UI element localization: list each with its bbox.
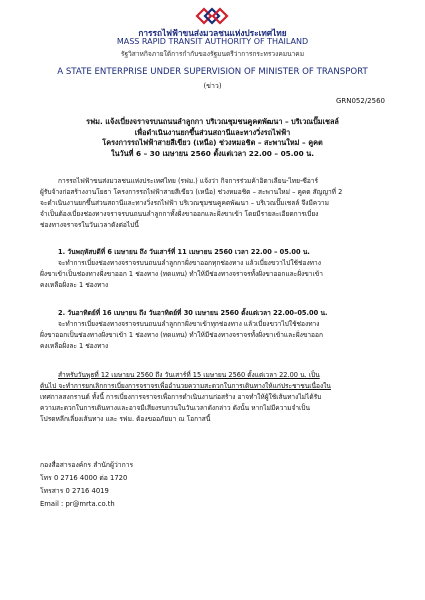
item-1-line: จะทำการเบี่ยงช่องทางจราจรบนถนนลำลูกกาฝั่งขาออกทุกช่องทาง แล้วเบี่ยงขวาไปใช้ช่องทาง — [58, 258, 321, 267]
news-label: (ข่าว) — [203, 82, 222, 90]
org-name-english: MASS RAPID TRANSIT AUTHORITY OF THAILAND — [116, 37, 309, 46]
item-2-line: คงเหลือฝั่งละ 1 ช่องทาง — [40, 341, 109, 350]
intro-paragraph — [40, 176, 385, 231]
item-2-line: จะทำการเบี่ยงช่องทางจราจรบนถนนลำลูกกาฝั่งขาเข้าทุกช่องทาง แล้วเบี่ยงขวาไปใช้ช่องทาง — [58, 319, 320, 328]
item-2-heading: 2. วันอาทิตย์ที่ 16 เมษายน ถึง วันอาทิตย์ที่ 30 เมษายน 2560 ตั้งแต่เวลา 22.00–05.00 น. — [58, 309, 328, 317]
intro-line: จะดำเนินงานยกขึ้นส่วนสถานีและทางวิ่งรถไฟฟ้า บริเวณชุมชนคูคตพัฒนา – บริเวณปั๊มเชลล์ จึงมีความ — [40, 198, 329, 207]
contact-block — [40, 459, 133, 511]
contact-fax: โทรสาร 0 2716 4019 — [40, 487, 109, 495]
title-line: เพื่อดำเนินงานยกขึ้นส่วนสถานีและทางวิ่งรถไฟฟ้า — [134, 128, 291, 137]
org-subtitle-thai: รัฐวิสาหกิจภายใต้การกำกับของรัฐมนตรีว่าการกระทรวงคมนาคม — [120, 50, 305, 58]
item-1-line: ฝั่งขาเข้าเป็นช่องทางฝั่งขาออก 1 ช่องทาง (ทดแทน) ทำให้มีช่องทางจราจรทั้งฝั่งขาออกและฝั่งขาเข้า — [40, 269, 323, 278]
item-1 — [40, 247, 385, 291]
contact-phone: โทร 0 2716 4000 ต่อ 1720 — [40, 474, 128, 482]
note-line: สำหรับวันพุธที่ 12 เมษายน 2560 ถึง วันเสาร์ที่ 15 เมษายน 2560 ตั้งแต่เวลา 22.00 น. เป็น — [58, 371, 320, 379]
note-line: ความสะดวกในการเดินทางและอาจมีเสียงรบกวนในวันเวลาดังกล่าว ดังนั้น หากไม่มีความจำเป็น — [40, 403, 310, 412]
songkran-note — [40, 370, 385, 425]
item-2 — [40, 308, 385, 352]
enterprise-statement: A STATE ENTERPRISE UNDER SUPERVISION OF MINISTER OF TRANSPORT — [57, 67, 368, 77]
item-1-line: คงเหลือฝั่งละ 1 ช่องทาง — [40, 280, 109, 289]
note-line: โปรดหลีกเลี่ยงเส้นทาง และ รฟม. ต้องขออภัยมา ณ โอกาสนี้ — [40, 414, 211, 423]
contact-email: Email : pr@mrta.co.th — [40, 500, 115, 508]
title-line: โครงการรถไฟฟ้าสายสีเขียว (เหนือ) ช่วงหมอชิต – สะพานใหม่ – คูคต — [102, 138, 323, 147]
intro-line: ผู้รับจ้างก่อสร้างงานโยธา โครงการรถไฟฟ้าสายสีเขียว (เหนือ) ช่วงหมอชิต – สะพานใหม่ – คูคต สัญญาที่ 2 — [40, 187, 343, 196]
intro-line: ช่องทางจราจรในวันเวลาดังต่อไปนี้ — [40, 220, 139, 229]
note-line: เทศกาลสงกรานต์ ทั้งนี้ การเบี่ยงการจราจรเพื่อการดำเนินงานก่อสร้าง อาจทำให้ผู้ใช้เส้นทางไม่ได้รับ — [40, 392, 322, 401]
document-number: GRN052/2560 — [335, 97, 385, 105]
title-line: ในวันที่ 6 – 30 เมษายน 2560 ตั้งแต่เวลา 22.00 – 05.00 น. — [111, 149, 314, 158]
intro-line: การรถไฟฟ้าขนส่งมวลชนแห่งประเทศไทย (รฟม.) แจ้งว่า กิจการร่วมค้าอิตาเลียน-ไทย-ซีอาร์ — [58, 177, 319, 185]
mrta-logo-icon — [195, 6, 229, 26]
intro-line: จำเป็นต้องเบี่ยงช่องทางจราจรบนถนนลำลูกกาทั้งฝั่งขาออกและฝั่งขาเข้า โดยมีรายละเอียดการเบี่ยง — [40, 209, 319, 218]
item-2-line: ฝั่งขาออกเป็นช่องทางฝั่งขาเข้า 1 ช่องทาง (ทดแทน) ทำให้มีช่องทางจราจรทั้งฝั่งขาเข้าและฝั่งขาออก — [40, 330, 323, 339]
org-name-thai: การรถไฟฟ้าขนส่งมวลชนแห่งประเทศไทย — [138, 28, 287, 38]
title-line: รฟม. แจ้งเบี่ยงจราจรบนถนนลำลูกกา บริเวณชุมชนคูคตพัฒนา – บริเวณปั๊มเชลล์ — [86, 117, 339, 126]
note-line: ต้นไป จะทำการยกเลิกการเบี่ยงการจราจรเพื่ออำนวยความสะดวกในการเดินทางให้แก่ประชาชนเนื่องใน — [40, 381, 331, 390]
item-1-heading: 1. วันพฤหัสบดีที่ 6 เมษายน ถึง วันเสาร์ที่ 11 เมษายน 2560 เวลา 22.00 – 05.00 น. — [58, 248, 310, 256]
contact-dept: กองสื่อสารองค์กร สำนักผู้ว่าการ — [40, 461, 134, 469]
